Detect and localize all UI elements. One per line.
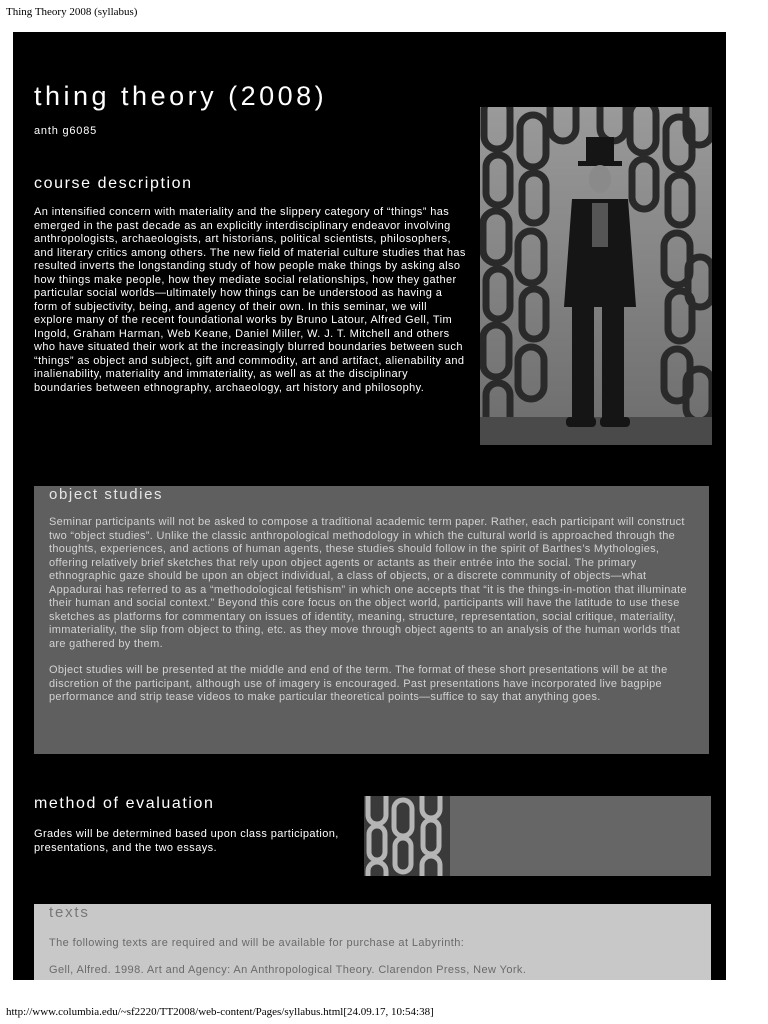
syllabus-page xyxy=(13,32,726,980)
print-footer-url: http://www.columbia.edu/~sf2220/TT2008/web-content/Pages/syllabus.html[24.09.17, 10:54:38] xyxy=(6,1006,434,1018)
object-studies-paragraph-1: Seminar participants will not be asked to compose a traditional academic term paper. Rather, each participant will construct two “object studies”. Unlike the classic anthropological methodology in which the cultural world is approached through the thoughts, experiences, and actions of human agents, these studies should follow in the spirit of Barthes’s Mythologies, offering relatively brief sketches that rely upon object agents or actants as their entrée into the social. The primary ethnographic gaze should be upon an object individual, a class of objects, or a discrete community of objects—what Appadurai has referred to as a “methodological fetishism” in which one accepts that “it is the things-in-motion that illuminate their human and social context.” Beyond this core focus on the object world, participants will have the latitude to use these sketches as platforms for commentary on issues of identity, meaning, structure, representation, social critique, materiality, immateriality, the slip from object to thing, etc. as they move through object agents to an analysis of the human worlds that are gathered by them. xyxy=(49,516,687,650)
texts-heading: texts xyxy=(49,904,90,921)
texts-reference: Gell, Alfred. 1998. Art and Agency: An Anthropological Theory. Clarendon Press, New York. xyxy=(49,964,527,976)
evaluation-text: Grades will be determined based upon class participation, presentations, and the two essays. xyxy=(34,828,339,854)
texts-panel xyxy=(34,904,711,980)
course-description-text: An intensified concern with materiality and the slippery category of “things” has emerged in the past decade as an explicitly interdisciplinary endeavor involving anthropologists, archaeologists, art historians, political scientists, philosophers, and literary critics among others. The new field of material culture studies that has resulted inverts the longstanding study of how people make things by asking also how things make people, how they mediate social relationships, how they gather particular social worlds—ultimately how things can be understood as having a form of subjectivity, being, and agency of their own. In this seminar, we will explore many of the recent foundational works by Bruno Latour, Alfred Gell, Tim Ingold, Graham Harman, Web Keane, Daniel Miller, W. J. T. Mitchell and others who have situated their work at the increasingly blurred boundaries between such “things” as object and subject, gift and commodity, art and artifact, alienability and inalienability, materiality and immateriality, as well as at the disciplinary boundaries between ethnography, archaeology, art history and philosophy. xyxy=(34,206,466,394)
texts-intro: The following texts are required and will be available for purchase at Labyrinth: xyxy=(49,937,465,949)
object-studies-text xyxy=(49,516,699,718)
portrait-photo xyxy=(480,107,712,445)
evaluation-heading: method of evaluation xyxy=(34,795,215,812)
chain-image xyxy=(364,796,450,876)
print-header: Thing Theory 2008 (syllabus) xyxy=(6,6,138,18)
course-description-heading: course description xyxy=(34,175,193,192)
object-studies-heading: object studies xyxy=(49,486,164,503)
course-code: anth g6085 xyxy=(34,125,98,137)
object-studies-paragraph-2: Object studies will be presented at the middle and end of the term. The format of these short presentations will be at the discretion of the participant, although use of imagery is encouraged. Past presentations have incorporated live bagpipe performance and strip tease videos to make particular theoretical points—suffice to say that anything goes. xyxy=(49,664,668,703)
page-title: thing theory (2008) xyxy=(34,81,328,111)
object-studies-panel xyxy=(34,486,709,754)
grey-block xyxy=(450,796,711,876)
